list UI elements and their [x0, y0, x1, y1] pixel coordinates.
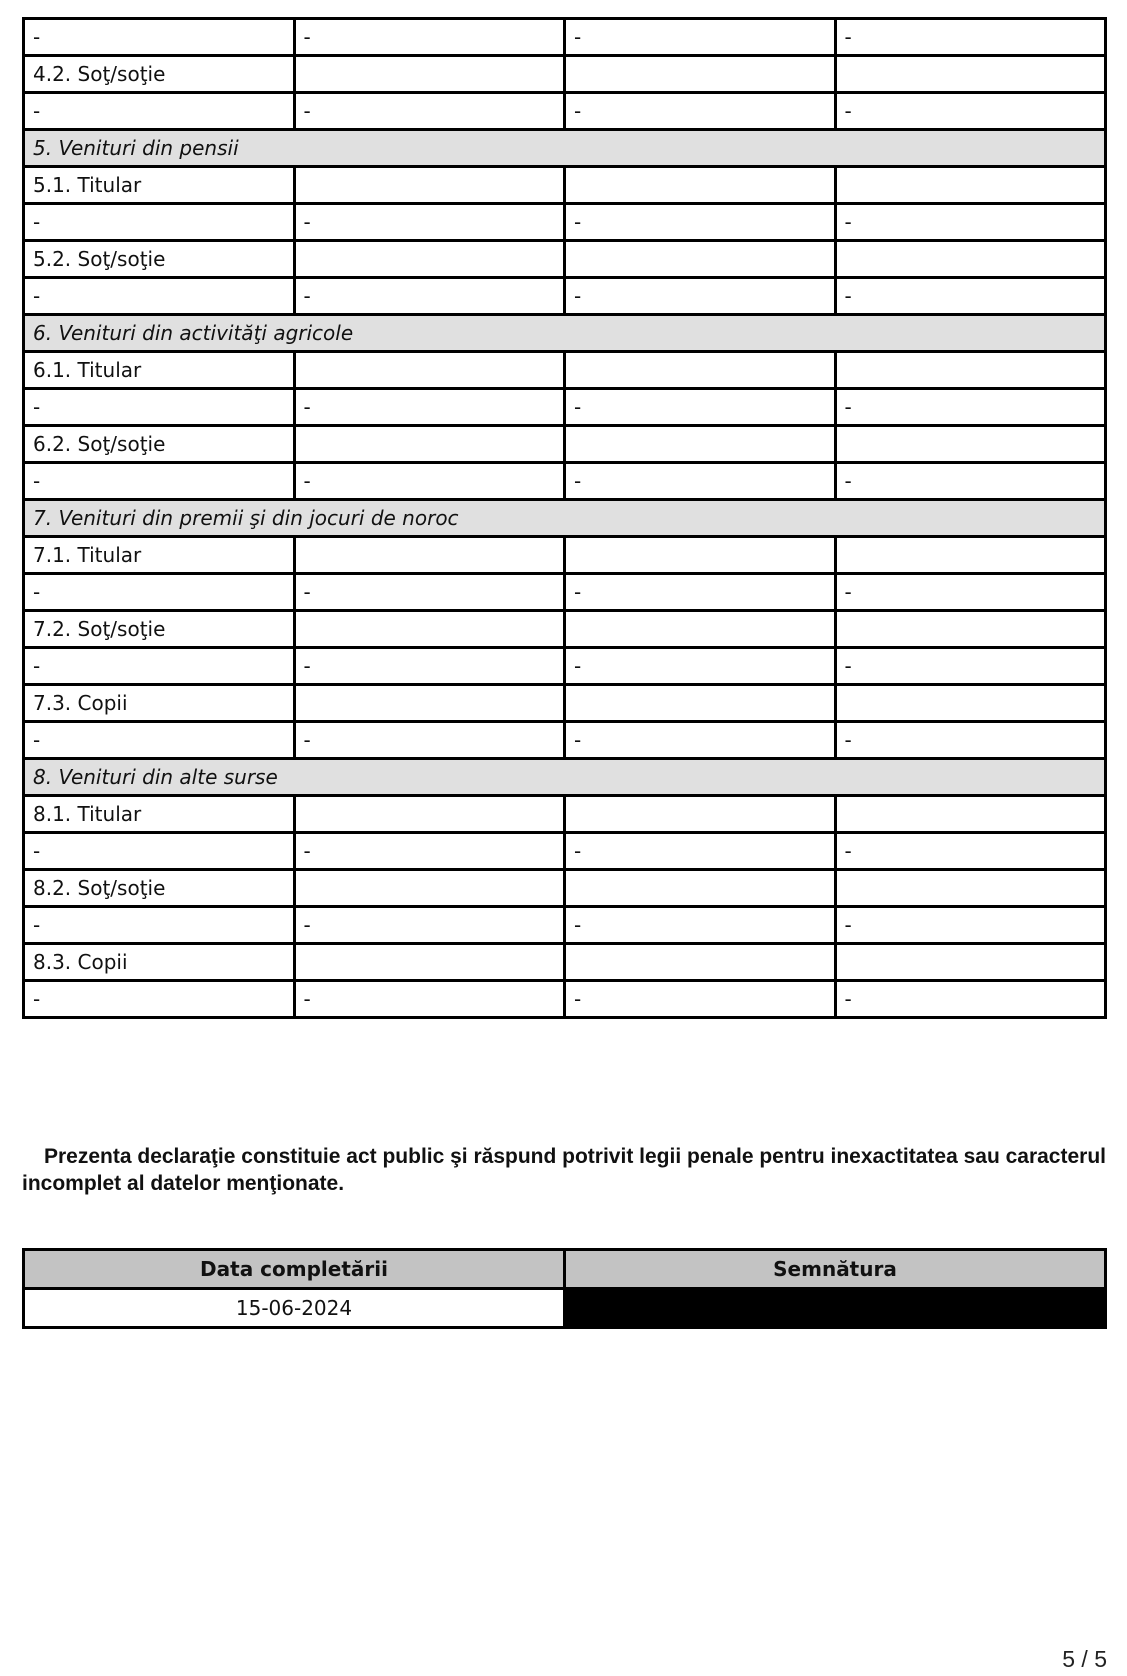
row-label-cell: - — [24, 574, 295, 611]
row-label-cell: - — [24, 19, 295, 56]
value-cell: - — [565, 278, 836, 315]
completion-date: 15-06-2024 — [24, 1289, 565, 1328]
row-label-cell: 7.1. Titular — [24, 537, 295, 574]
value-cell — [835, 167, 1106, 204]
value-cell — [565, 241, 836, 278]
value-cell — [835, 56, 1106, 93]
section-title: 6. Venituri din activităţi agricole — [24, 315, 1106, 352]
value-cell — [565, 611, 836, 648]
value-cell — [294, 241, 565, 278]
value-cell — [835, 537, 1106, 574]
row-label-cell: 6.2. Soţ/soţie — [24, 426, 295, 463]
value-cell — [294, 611, 565, 648]
section-header-row — [24, 500, 1106, 537]
value-cell — [565, 870, 836, 907]
table-row — [24, 870, 1106, 907]
value-cell: - — [294, 981, 565, 1018]
section-header-row — [24, 315, 1106, 352]
row-label-cell: 5.2. Soţ/soţie — [24, 241, 295, 278]
value-cell — [565, 537, 836, 574]
value-cell — [565, 944, 836, 981]
section-title: 5. Venituri din pensii — [24, 130, 1106, 167]
table-row — [24, 278, 1106, 315]
value-cell: - — [294, 574, 565, 611]
table-row — [24, 833, 1106, 870]
table-row — [24, 907, 1106, 944]
row-label-cell: - — [24, 907, 295, 944]
value-cell — [835, 870, 1106, 907]
value-cell — [835, 426, 1106, 463]
value-cell: - — [294, 278, 565, 315]
value-cell: - — [565, 389, 836, 426]
value-cell: - — [294, 389, 565, 426]
signature-table-header-row — [24, 1250, 1106, 1289]
table-row — [24, 796, 1106, 833]
value-cell: - — [565, 722, 836, 759]
value-cell: - — [565, 204, 836, 241]
row-label-cell: 6.1. Titular — [24, 352, 295, 389]
value-cell: - — [294, 204, 565, 241]
row-label-cell: 5.1. Titular — [24, 167, 295, 204]
section-header-row — [24, 759, 1106, 796]
row-label-cell: 8.1. Titular — [24, 796, 295, 833]
value-cell: - — [835, 648, 1106, 685]
table-row — [24, 944, 1106, 981]
value-cell: - — [835, 981, 1106, 1018]
signature-table-value-row — [24, 1289, 1106, 1328]
value-cell: - — [294, 19, 565, 56]
signature-table — [22, 1248, 1107, 1329]
value-cell: - — [565, 574, 836, 611]
value-cell: - — [565, 833, 836, 870]
value-cell: - — [565, 648, 836, 685]
table-row — [24, 389, 1106, 426]
value-cell — [294, 352, 565, 389]
section-title: 8. Venituri din alte surse — [24, 759, 1106, 796]
row-label-cell: - — [24, 833, 295, 870]
value-cell — [294, 426, 565, 463]
value-cell: - — [565, 93, 836, 130]
signature-header: Semnătura — [565, 1250, 1106, 1289]
row-label-cell: 8.2. Soţ/soţie — [24, 870, 295, 907]
page-number: 5 / 5 — [1062, 1646, 1107, 1672]
value-cell: - — [565, 981, 836, 1018]
table-row — [24, 167, 1106, 204]
value-cell — [835, 796, 1106, 833]
value-cell — [565, 352, 836, 389]
value-cell: - — [294, 833, 565, 870]
value-cell — [565, 426, 836, 463]
value-cell — [835, 241, 1106, 278]
value-cell — [294, 796, 565, 833]
value-cell — [294, 944, 565, 981]
value-cell: - — [565, 463, 836, 500]
row-label-cell: - — [24, 981, 295, 1018]
value-cell: - — [294, 722, 565, 759]
value-cell — [565, 56, 836, 93]
table-row — [24, 93, 1106, 130]
table-row — [24, 204, 1106, 241]
value-cell: - — [294, 93, 565, 130]
table-row — [24, 463, 1106, 500]
value-cell: - — [835, 389, 1106, 426]
row-label-cell: - — [24, 93, 295, 130]
row-label-cell: - — [24, 278, 295, 315]
value-cell — [835, 611, 1106, 648]
table-row — [24, 648, 1106, 685]
value-cell: - — [565, 907, 836, 944]
row-label-cell: 7.3. Copii — [24, 685, 295, 722]
table-row — [24, 611, 1106, 648]
value-cell: - — [835, 463, 1106, 500]
value-cell: - — [835, 93, 1106, 130]
value-cell — [565, 685, 836, 722]
value-cell: - — [835, 574, 1106, 611]
row-label-cell: - — [24, 389, 295, 426]
row-label-cell: 4.2. Soţ/soţie — [24, 56, 295, 93]
row-label-cell: 8.3. Copii — [24, 944, 295, 981]
table-row — [24, 426, 1106, 463]
table-row — [24, 722, 1106, 759]
row-label-cell: - — [24, 648, 295, 685]
value-cell — [835, 685, 1106, 722]
income-table-body — [24, 19, 1106, 1018]
value-cell: - — [294, 463, 565, 500]
section-title: 7. Venituri din premii şi din jocuri de noroc — [24, 500, 1106, 537]
value-cell — [565, 167, 836, 204]
signature-redacted — [565, 1289, 1106, 1328]
row-label-cell: 7.2. Soţ/soţie — [24, 611, 295, 648]
value-cell: - — [835, 19, 1106, 56]
value-cell: - — [835, 722, 1106, 759]
declaration-statement: Prezenta declaraţie constituie act public şi răspund potrivit legii penale pentru inexactitatea sau caracterul incomplet al datelor menţionate. — [22, 1145, 1106, 1195]
value-cell — [294, 56, 565, 93]
table-row — [24, 685, 1106, 722]
table-row — [24, 19, 1106, 56]
table-row — [24, 56, 1106, 93]
value-cell — [294, 870, 565, 907]
value-cell: - — [835, 204, 1106, 241]
value-cell — [835, 944, 1106, 981]
section-header-row — [24, 130, 1106, 167]
value-cell: - — [294, 648, 565, 685]
value-cell — [294, 685, 565, 722]
table-row — [24, 537, 1106, 574]
value-cell: - — [835, 278, 1106, 315]
value-cell — [294, 537, 565, 574]
income-table — [22, 17, 1107, 1019]
table-row — [24, 241, 1106, 278]
table-row — [24, 981, 1106, 1018]
value-cell: - — [294, 907, 565, 944]
row-label-cell: - — [24, 204, 295, 241]
value-cell — [565, 796, 836, 833]
value-cell — [294, 167, 565, 204]
date-header: Data completării — [24, 1250, 565, 1289]
value-cell: - — [835, 907, 1106, 944]
value-cell: - — [565, 19, 836, 56]
row-label-cell: - — [24, 722, 295, 759]
table-row — [24, 574, 1106, 611]
value-cell — [835, 352, 1106, 389]
table-row — [24, 352, 1106, 389]
row-label-cell: - — [24, 463, 295, 500]
value-cell: - — [835, 833, 1106, 870]
